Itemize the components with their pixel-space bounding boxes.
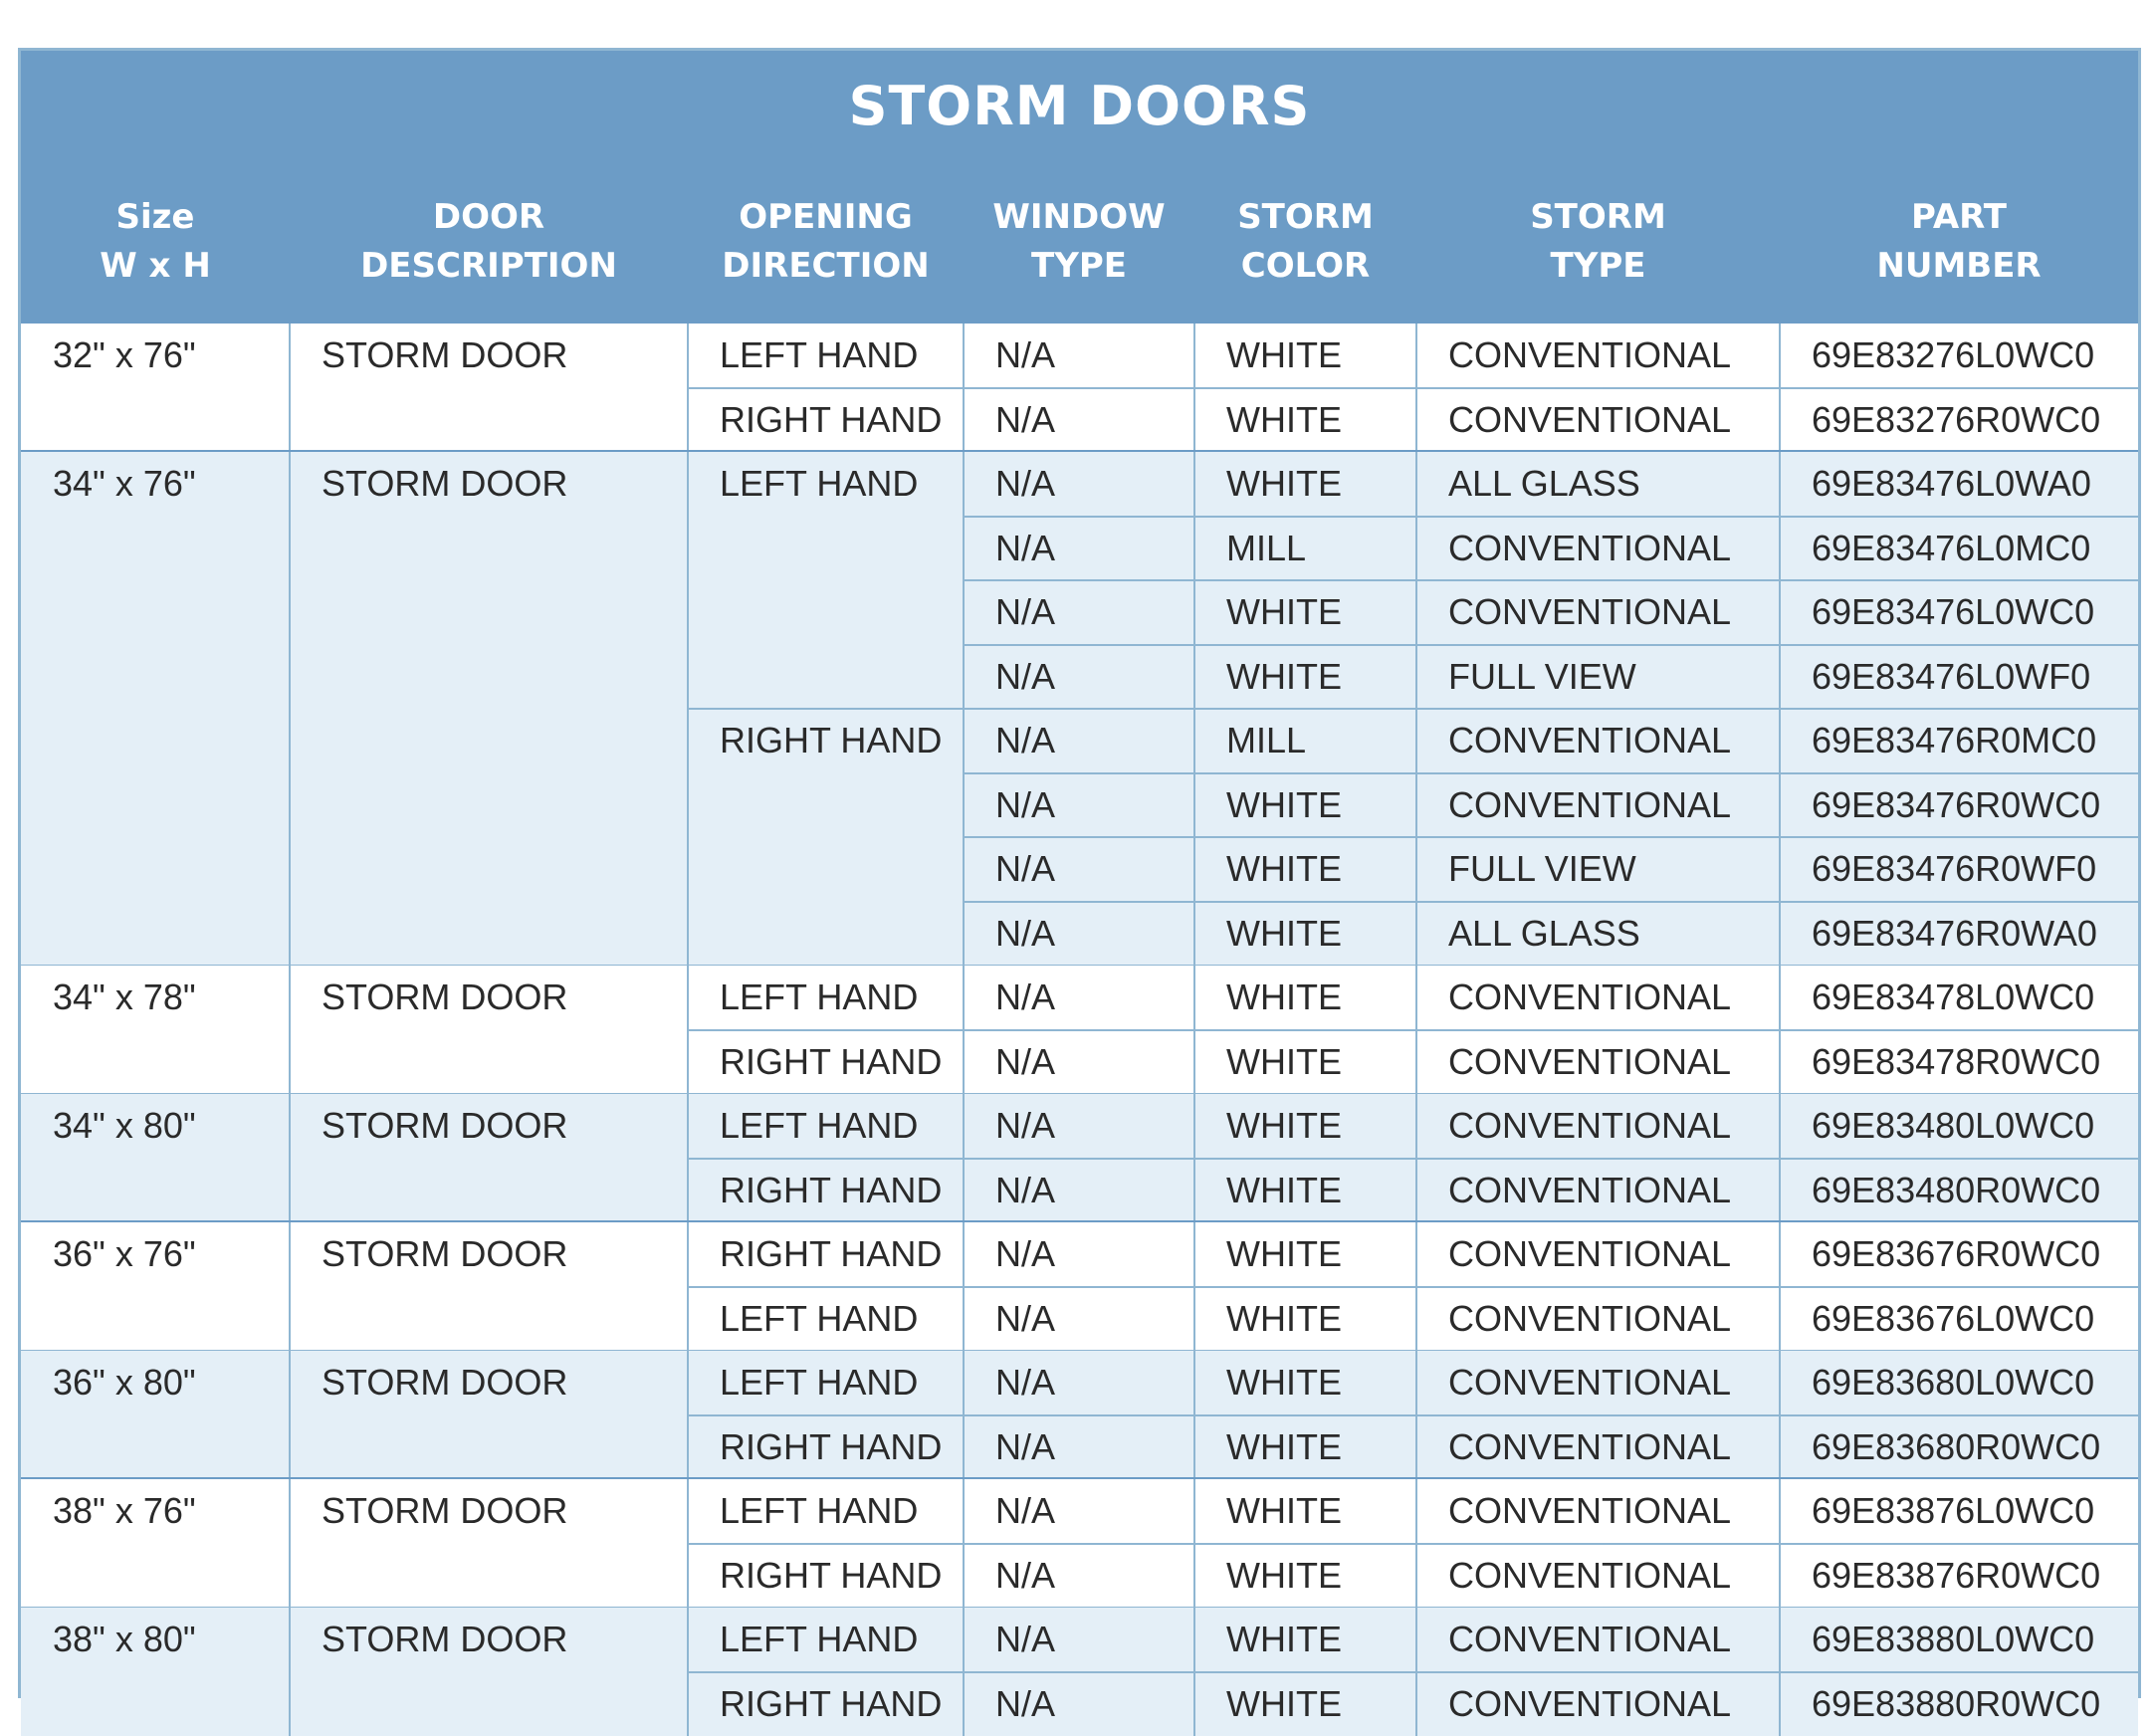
cell-storm-type: CONVENTIONAL — [1416, 1222, 1780, 1287]
table-row — [21, 388, 2138, 453]
column-divider — [1779, 1351, 1781, 1479]
header-text: DOOR — [433, 193, 544, 242]
column-divider — [687, 324, 689, 452]
cell-window-type: N/A — [964, 773, 1194, 838]
size-group — [21, 966, 2138, 1094]
column-header-direction — [688, 160, 964, 324]
size-group — [21, 452, 2138, 966]
column-divider — [963, 1094, 965, 1222]
cell-description: STORM DOOR — [290, 452, 688, 517]
cell-part-number: 69E83880L0WC0 — [1780, 1608, 2138, 1672]
cell-description: STORM DOOR — [290, 1222, 688, 1287]
cell-direction: RIGHT HAND — [688, 1159, 964, 1223]
table-row — [21, 580, 2138, 645]
cell-size: 36" x 80" — [21, 1351, 290, 1415]
column-header-size — [21, 160, 290, 324]
cell-storm-color: MILL — [1194, 709, 1416, 773]
cell-part-number: 69E83480L0WC0 — [1780, 1094, 2138, 1159]
size-group — [21, 1351, 2138, 1479]
column-divider — [963, 1222, 965, 1351]
column-divider — [1779, 452, 1781, 966]
cell-direction: RIGHT HAND — [688, 1672, 964, 1736]
cell-part-number: 69E83480R0WC0 — [1780, 1159, 2138, 1223]
storm-doors-table — [18, 48, 2141, 1698]
column-divider — [1193, 452, 1195, 966]
cell-storm-color: WHITE — [1194, 452, 1416, 517]
cell-window-type: N/A — [964, 966, 1194, 1030]
column-divider — [1415, 452, 1417, 966]
column-header-window — [964, 160, 1194, 324]
column-divider — [289, 452, 291, 966]
cell-storm-color: WHITE — [1194, 1479, 1416, 1544]
cell-part-number: 69E83476R0WC0 — [1780, 773, 2138, 838]
cell-direction — [688, 645, 964, 710]
cell-part-number: 69E83276L0WC0 — [1780, 324, 2138, 388]
cell-part-number: 69E83676R0WC0 — [1780, 1222, 2138, 1287]
table-row — [21, 324, 2138, 388]
cell-window-type: N/A — [964, 645, 1194, 710]
cell-window-type: N/A — [964, 1287, 1194, 1352]
header-text: W x H — [100, 242, 211, 291]
table-row — [21, 1030, 2138, 1095]
column-divider — [1415, 1479, 1417, 1608]
cell-direction: RIGHT HAND — [688, 1544, 964, 1609]
cell-storm-color: WHITE — [1194, 580, 1416, 645]
cell-storm-type: FULL VIEW — [1416, 837, 1780, 902]
header-text: PART — [1911, 193, 2007, 242]
cell-storm-type: CONVENTIONAL — [1416, 966, 1780, 1030]
size-group — [21, 1094, 2138, 1222]
cell-storm-color: WHITE — [1194, 966, 1416, 1030]
cell-storm-type: CONVENTIONAL — [1416, 580, 1780, 645]
column-header-part — [1780, 160, 2138, 324]
column-header-type — [1416, 160, 1780, 324]
table-body — [21, 324, 2138, 1695]
table-row — [21, 517, 2138, 581]
column-divider — [687, 452, 689, 966]
column-divider — [1415, 966, 1417, 1094]
cell-direction: RIGHT HAND — [688, 1030, 964, 1095]
cell-window-type: N/A — [964, 1351, 1194, 1415]
size-group — [21, 1608, 2138, 1736]
cell-storm-type: CONVENTIONAL — [1416, 517, 1780, 581]
cell-direction — [688, 580, 964, 645]
cell-storm-type: CONVENTIONAL — [1416, 1415, 1780, 1480]
column-divider — [687, 1351, 689, 1479]
column-divider — [1193, 1094, 1195, 1222]
column-divider — [289, 966, 291, 1094]
cell-window-type: N/A — [964, 1222, 1194, 1287]
cell-storm-color: WHITE — [1194, 1287, 1416, 1352]
cell-storm-color: WHITE — [1194, 388, 1416, 453]
column-header-description — [290, 160, 688, 324]
header-text: Size — [116, 193, 195, 242]
cell-storm-type: CONVENTIONAL — [1416, 709, 1780, 773]
header-text: NUMBER — [1876, 242, 2041, 291]
cell-storm-color: WHITE — [1194, 324, 1416, 388]
column-divider — [1779, 966, 1781, 1094]
cell-part-number: 69E83476L0WA0 — [1780, 452, 2138, 517]
cell-direction — [688, 773, 964, 838]
cell-storm-color: WHITE — [1194, 773, 1416, 838]
cell-window-type: N/A — [964, 452, 1194, 517]
table-row — [21, 645, 2138, 710]
cell-part-number: 69E83476L0MC0 — [1780, 517, 2138, 581]
cell-part-number: 69E83476R0WA0 — [1780, 902, 2138, 967]
cell-description: STORM DOOR — [290, 1608, 688, 1672]
cell-storm-color: WHITE — [1194, 645, 1416, 710]
cell-size: 38" x 80" — [21, 1608, 290, 1672]
cell-direction: RIGHT HAND — [688, 388, 964, 453]
header-text: STORM — [1530, 193, 1666, 242]
column-divider — [963, 1479, 965, 1608]
table-title: STORM DOORS — [21, 51, 2138, 160]
header-text: DESCRIPTION — [360, 242, 617, 291]
cell-storm-color: WHITE — [1194, 902, 1416, 967]
cell-size: 32" x 76" — [21, 324, 290, 388]
cell-storm-type: CONVENTIONAL — [1416, 1544, 1780, 1609]
table-row — [21, 1222, 2138, 1287]
table-row — [21, 837, 2138, 902]
cell-storm-type: CONVENTIONAL — [1416, 1672, 1780, 1736]
column-divider — [1779, 1479, 1781, 1608]
cell-part-number: 69E83476R0WF0 — [1780, 837, 2138, 902]
cell-window-type: N/A — [964, 1672, 1194, 1736]
table-row — [21, 1094, 2138, 1159]
cell-storm-type: CONVENTIONAL — [1416, 388, 1780, 453]
cell-storm-type: CONVENTIONAL — [1416, 1479, 1780, 1544]
cell-window-type: N/A — [964, 1094, 1194, 1159]
cell-direction: RIGHT HAND — [688, 1222, 964, 1287]
cell-window-type: N/A — [964, 709, 1194, 773]
header-text: DIRECTION — [722, 242, 929, 291]
column-divider — [1779, 1608, 1781, 1736]
cell-storm-type: CONVENTIONAL — [1416, 1159, 1780, 1223]
column-divider — [1415, 1608, 1417, 1736]
cell-window-type: N/A — [964, 1479, 1194, 1544]
cell-part-number: 69E83478R0WC0 — [1780, 1030, 2138, 1095]
cell-part-number: 69E83676L0WC0 — [1780, 1287, 2138, 1352]
column-divider — [1415, 1351, 1417, 1479]
cell-storm-color: WHITE — [1194, 1544, 1416, 1609]
column-divider — [687, 1222, 689, 1351]
cell-direction: RIGHT HAND — [688, 709, 964, 773]
column-divider — [289, 1351, 291, 1479]
cell-size: 34" x 76" — [21, 452, 290, 517]
header-text: OPENING — [739, 193, 913, 242]
cell-direction: LEFT HAND — [688, 1351, 964, 1415]
column-divider — [963, 966, 965, 1094]
header-text: TYPE — [1551, 242, 1646, 291]
cell-storm-color: WHITE — [1194, 1415, 1416, 1480]
cell-storm-type: FULL VIEW — [1416, 645, 1780, 710]
size-group — [21, 1479, 2138, 1608]
column-divider — [1193, 1479, 1195, 1608]
column-header-color — [1194, 160, 1416, 324]
column-divider — [1779, 1222, 1781, 1351]
column-divider — [687, 1479, 689, 1608]
header-text: COLOR — [1241, 242, 1370, 291]
cell-window-type: N/A — [964, 517, 1194, 581]
column-divider — [289, 1094, 291, 1222]
cell-direction: LEFT HAND — [688, 966, 964, 1030]
table-row — [21, 452, 2138, 517]
cell-storm-color: WHITE — [1194, 1672, 1416, 1736]
cell-direction: LEFT HAND — [688, 1479, 964, 1544]
column-divider — [963, 1608, 965, 1736]
cell-window-type: N/A — [964, 902, 1194, 967]
cell-window-type: N/A — [964, 1608, 1194, 1672]
table-row — [21, 1544, 2138, 1609]
cell-storm-type: CONVENTIONAL — [1416, 773, 1780, 838]
cell-direction — [688, 837, 964, 902]
table-row — [21, 1479, 2138, 1544]
cell-direction: LEFT HAND — [688, 452, 964, 517]
cell-size: 34" x 80" — [21, 1094, 290, 1159]
cell-size: 36" x 76" — [21, 1222, 290, 1287]
column-divider — [1779, 1094, 1781, 1222]
header-text: WINDOW — [992, 193, 1165, 242]
cell-direction: LEFT HAND — [688, 1094, 964, 1159]
cell-window-type: N/A — [964, 580, 1194, 645]
column-divider — [1193, 1222, 1195, 1351]
cell-direction — [688, 902, 964, 967]
cell-part-number: 69E83680R0WC0 — [1780, 1415, 2138, 1480]
cell-part-number: 69E83476L0WF0 — [1780, 645, 2138, 710]
table-row — [21, 1608, 2138, 1672]
size-group — [21, 324, 2138, 452]
column-divider — [963, 1351, 965, 1479]
cell-direction: LEFT HAND — [688, 1608, 964, 1672]
cell-window-type: N/A — [964, 1030, 1194, 1095]
column-divider — [289, 1479, 291, 1608]
cell-storm-color: MILL — [1194, 517, 1416, 581]
cell-storm-color: WHITE — [1194, 1222, 1416, 1287]
column-divider — [687, 1094, 689, 1222]
column-divider — [1415, 324, 1417, 452]
cell-storm-type: CONVENTIONAL — [1416, 1351, 1780, 1415]
table-row — [21, 1415, 2138, 1480]
cell-window-type: N/A — [964, 324, 1194, 388]
cell-window-type: N/A — [964, 1544, 1194, 1609]
size-group — [21, 1222, 2138, 1351]
column-divider — [1779, 324, 1781, 452]
cell-description: STORM DOOR — [290, 966, 688, 1030]
cell-part-number: 69E83476R0MC0 — [1780, 709, 2138, 773]
cell-storm-color: WHITE — [1194, 1608, 1416, 1672]
table-row — [21, 709, 2138, 773]
cell-window-type: N/A — [964, 1415, 1194, 1480]
cell-part-number: 69E83478L0WC0 — [1780, 966, 2138, 1030]
cell-storm-type: ALL GLASS — [1416, 902, 1780, 967]
column-divider — [1193, 1608, 1195, 1736]
cell-storm-color: WHITE — [1194, 1159, 1416, 1223]
column-divider — [289, 324, 291, 452]
column-divider — [963, 452, 965, 966]
cell-storm-type: CONVENTIONAL — [1416, 1287, 1780, 1352]
table-row — [21, 966, 2138, 1030]
header-text: STORM — [1237, 193, 1374, 242]
header-text: TYPE — [1031, 242, 1127, 291]
cell-size: 34" x 78" — [21, 966, 290, 1030]
column-divider — [1415, 1222, 1417, 1351]
column-divider — [963, 324, 965, 452]
cell-description: STORM DOOR — [290, 1351, 688, 1415]
cell-storm-color: WHITE — [1194, 1094, 1416, 1159]
table-row — [21, 902, 2138, 967]
cell-description: STORM DOOR — [290, 324, 688, 388]
cell-storm-type: CONVENTIONAL — [1416, 1608, 1780, 1672]
cell-part-number: 69E83880R0WC0 — [1780, 1672, 2138, 1736]
cell-part-number: 69E83876L0WC0 — [1780, 1479, 2138, 1544]
cell-storm-color: WHITE — [1194, 1351, 1416, 1415]
cell-part-number: 69E83276R0WC0 — [1780, 388, 2138, 453]
table-row — [21, 1287, 2138, 1352]
column-divider — [687, 966, 689, 1094]
column-divider — [1193, 966, 1195, 1094]
cell-description: STORM DOOR — [290, 1479, 688, 1544]
cell-direction: RIGHT HAND — [688, 1415, 964, 1480]
column-divider — [1193, 1351, 1195, 1479]
table-row — [21, 1351, 2138, 1415]
cell-storm-color: WHITE — [1194, 1030, 1416, 1095]
cell-direction — [688, 517, 964, 581]
cell-storm-color: WHITE — [1194, 837, 1416, 902]
cell-size: 38" x 76" — [21, 1479, 290, 1544]
column-divider — [687, 1608, 689, 1736]
cell-description: STORM DOOR — [290, 1094, 688, 1159]
table-row — [21, 1159, 2138, 1223]
cell-direction: LEFT HAND — [688, 324, 964, 388]
cell-direction: LEFT HAND — [688, 1287, 964, 1352]
cell-storm-type: CONVENTIONAL — [1416, 1030, 1780, 1095]
cell-part-number: 69E83680L0WC0 — [1780, 1351, 2138, 1415]
column-divider — [289, 1222, 291, 1351]
cell-part-number: 69E83476L0WC0 — [1780, 580, 2138, 645]
cell-storm-type: ALL GLASS — [1416, 452, 1780, 517]
cell-window-type: N/A — [964, 388, 1194, 453]
column-header-row — [21, 160, 2138, 324]
table-row — [21, 1672, 2138, 1736]
cell-window-type: N/A — [964, 837, 1194, 902]
table-row — [21, 773, 2138, 838]
column-divider — [1193, 324, 1195, 452]
column-divider — [1415, 1094, 1417, 1222]
cell-storm-type: CONVENTIONAL — [1416, 1094, 1780, 1159]
column-divider — [289, 1608, 291, 1736]
cell-window-type: N/A — [964, 1159, 1194, 1223]
cell-storm-type: CONVENTIONAL — [1416, 324, 1780, 388]
cell-part-number: 69E83876R0WC0 — [1780, 1544, 2138, 1609]
